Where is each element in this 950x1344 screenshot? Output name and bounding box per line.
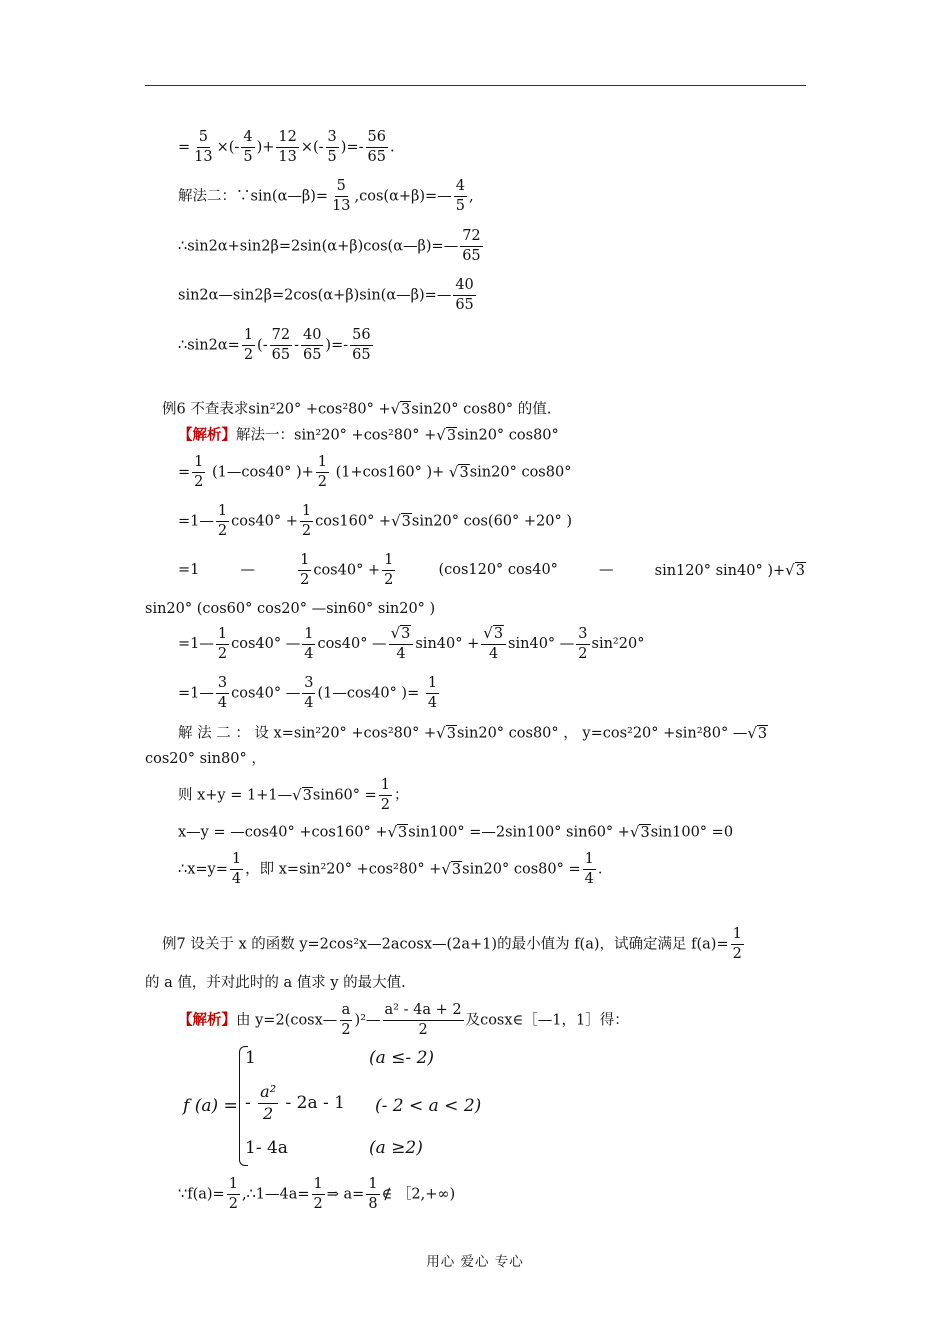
text: 则 x+y = 1+1— xyxy=(178,787,293,804)
solution-line-a3 xyxy=(178,553,806,588)
text: ×(- xyxy=(216,139,240,156)
text: sin120° sin40° )+ xyxy=(654,562,786,579)
text: ∉ ［2,+∞) xyxy=(381,1186,456,1203)
text: =1— xyxy=(178,513,214,530)
function-label: f (a) = xyxy=(183,1096,238,1116)
case-3-value: 1- 4a xyxy=(245,1138,288,1158)
fraction: $\frac{1}{2}$ xyxy=(228,1176,238,1213)
sqrt-3: √3 xyxy=(292,785,312,804)
text: 解 法 二 ： 设 x=sin²20° +cos²80° + xyxy=(178,725,437,742)
fraction: $\frac{72}{65}$ xyxy=(462,228,481,265)
text: (1—cos40° )+ xyxy=(207,464,314,481)
text: sin20° cos80° xyxy=(469,464,572,481)
fraction: $\frac{5}{13}$ xyxy=(332,178,351,215)
text: sin60° = xyxy=(312,787,377,804)
fraction: $\frac{4}{5}$ xyxy=(243,129,253,166)
eq-line-2 xyxy=(178,179,474,214)
solution-2-line-2 xyxy=(178,778,409,813)
text: 由 y=2(cosx— xyxy=(236,1012,338,1029)
text: cos40° + xyxy=(231,513,298,530)
page-footer: 用心 爱心 专心 xyxy=(426,1254,524,1270)
fraction: $\frac{1}{8}$ xyxy=(368,1176,378,1213)
fraction: $\frac{a}{2}$ xyxy=(341,1002,351,1039)
fraction: $\frac{40}{65}$ xyxy=(455,277,474,314)
sqrt-3: √3 xyxy=(436,426,457,444)
text: ,cos(α+β)=— xyxy=(354,188,452,205)
text: ∵f(a)= xyxy=(178,1186,225,1203)
text: )=- xyxy=(325,337,349,354)
text: cos40° — xyxy=(231,685,301,702)
text: sin²20° xyxy=(591,636,645,653)
fraction: $\frac{1}{2}$ xyxy=(194,454,204,491)
analysis-label: 【解析】 xyxy=(178,1012,236,1029)
text: ∴sin2α+sin2β=2sin(α+β)cos(α—β)=— xyxy=(178,238,459,255)
fraction: $\frac{4}{5}$ xyxy=(455,178,465,215)
example-7-title-cont xyxy=(145,976,406,991)
text: )²— xyxy=(354,1012,381,1029)
solution-line-a2 xyxy=(178,504,572,539)
text: =1— xyxy=(178,636,214,653)
analysis-label: 【解析】 xyxy=(178,427,236,444)
text: sin100° =0 xyxy=(650,824,734,841)
text: cos160° + xyxy=(315,513,392,530)
text: . xyxy=(389,139,395,156)
header-rule xyxy=(145,85,806,86)
fraction: $\frac{1}{4}$ xyxy=(231,851,242,888)
conclusion-line xyxy=(178,1177,455,1212)
sqrt-3: √3 xyxy=(436,724,456,742)
solution-2-line-4 xyxy=(178,852,602,887)
sqrt-3: √3 xyxy=(390,400,411,418)
case-1-value: 1 xyxy=(245,1048,256,1068)
text: sin40° + xyxy=(415,636,480,653)
solution-2-line-1 xyxy=(178,726,806,742)
sqrt-3: √3 xyxy=(441,859,462,878)
fraction: $\frac{1}{4}$ xyxy=(427,675,438,712)
fraction: $\frac{72}{65}$ xyxy=(271,327,291,364)
text: 例6 不查表求sin²20° +cos²80° + xyxy=(162,401,391,418)
text: ； xyxy=(394,787,409,804)
text: . xyxy=(597,861,603,878)
text: 例7 设关于 x 的函数 y=2cos²x—2acosx—(2a+1)的最小值为 f(a)，试确定满足 f(a)= xyxy=(162,936,729,953)
text: ,∴1—4a= xyxy=(241,1186,310,1203)
text: , xyxy=(468,188,474,205)
fraction: $\frac{1}{2}$ xyxy=(384,552,394,589)
example-7-title xyxy=(162,927,746,962)
text: sin40° — xyxy=(508,636,575,653)
fraction: $\frac{1}{2}$ xyxy=(300,552,310,589)
text: )+ xyxy=(256,139,275,156)
text: - xyxy=(294,337,299,354)
text: ，即 x=sin²20° +cos²80° + xyxy=(245,861,442,878)
fraction: $\frac{\text{a² - 4a + 2}}{2}$ xyxy=(384,1002,462,1039)
fraction: $\frac{1}{4}$ xyxy=(304,625,314,662)
fraction: $\frac{1}{2}$ xyxy=(217,625,228,662)
case-2-value: - $\frac{\text{a²}}{2}$ - 2a - 1 xyxy=(245,1082,345,1123)
text: 解法一：sin²20° +cos²80° + xyxy=(236,427,437,444)
text: cos40° — xyxy=(231,636,301,653)
text: 解法二：∵sin(α—β)= xyxy=(178,188,329,205)
text: = xyxy=(178,139,191,156)
fraction: $\frac{1}{2}$ xyxy=(243,327,254,364)
fraction: $\frac{1}{2}$ xyxy=(380,777,391,814)
text: =1 xyxy=(178,562,200,579)
fraction: $\frac{5}{13}$ xyxy=(194,129,213,166)
text: sin100° =—2sin100° sin60° + xyxy=(408,824,630,841)
text: ∴sin2α= xyxy=(178,337,240,354)
fraction: $\frac{56}{65}$ xyxy=(367,129,386,166)
fraction: $\frac{3}{4}$ xyxy=(304,675,314,712)
case-1-condition: (a ≤- 2) xyxy=(369,1048,435,1068)
fraction: $\frac{3}{2}$ xyxy=(578,625,588,662)
sqrt-3: √3 xyxy=(629,823,650,841)
fraction: $\frac{3}{4}$ xyxy=(217,675,228,712)
solution-line-a3b xyxy=(145,602,435,617)
text: cos20° sin80° ， xyxy=(145,751,266,767)
text: )=- xyxy=(340,139,364,156)
text: (1+cos160° )+ xyxy=(331,464,449,481)
text: (- xyxy=(257,337,268,354)
fraction: $\frac{1}{2}$ xyxy=(732,926,742,963)
text: sin20° cos80° ， y=cos²20° +sin²80° — xyxy=(456,725,748,742)
text: sin2α—sin2β=2cos(α+β)sin(α—β)=— xyxy=(178,287,452,304)
text: — xyxy=(599,562,614,579)
fraction: $\frac{√3}{4}$ xyxy=(389,626,414,663)
text: = xyxy=(178,464,191,481)
sqrt-3: √3 xyxy=(747,724,768,742)
text: (1—cos40° )= xyxy=(317,685,424,702)
text: =1— xyxy=(178,685,214,702)
text: 及cosx∈［—1，1］得： xyxy=(465,1012,629,1029)
fraction: $\frac{1}{2}$ xyxy=(301,503,312,540)
text: x—y = —cos40° +cos160° + xyxy=(178,824,388,841)
fraction: $\frac{1}{2}$ xyxy=(217,503,228,540)
eq-line-4 xyxy=(178,278,478,313)
solution-line-a1 xyxy=(178,455,571,490)
solution-2-line-1b xyxy=(145,752,266,767)
fraction: $\frac{40}{65}$ xyxy=(302,327,322,364)
fraction: $\frac{56}{65}$ xyxy=(352,327,371,364)
fraction: $\frac{1}{2}$ xyxy=(317,454,328,491)
fraction: $\frac{√3}{4}$ xyxy=(481,626,506,663)
text: cos40° — xyxy=(317,636,387,653)
example-7-analysis xyxy=(178,1003,629,1038)
example-6-title xyxy=(162,402,551,418)
fraction: $\frac{3}{5}$ xyxy=(327,129,337,166)
fraction: $\frac{1}{4}$ xyxy=(584,851,594,888)
eq-line-5 xyxy=(178,328,375,363)
text: — xyxy=(240,562,255,579)
solution-2-line-3 xyxy=(178,825,733,841)
case-2-condition: (- 2 < a < 2) xyxy=(375,1096,482,1116)
solution-line-a5 xyxy=(178,676,441,711)
text: ×(- xyxy=(300,139,324,156)
text: sin20° cos(60° +20° ) xyxy=(411,513,572,530)
eq-line-3 xyxy=(178,229,485,264)
case-3-condition: (a ≥2) xyxy=(369,1138,423,1158)
sqrt-3: √3 xyxy=(387,823,408,841)
text: ∴x=y= xyxy=(178,861,228,878)
sqrt-3: √3 xyxy=(448,462,469,481)
text: sin20° (cos60° cos20° —sin60° sin20° ) xyxy=(145,601,436,617)
text: sin20° cos80° = xyxy=(462,861,581,878)
text: sin20° cos80° 的值. xyxy=(411,401,552,418)
text: cos40° + xyxy=(313,562,381,579)
text: sin20° cos80° xyxy=(457,427,559,444)
solution-line-a4 xyxy=(178,626,644,663)
fraction: $\frac{1}{2}$ xyxy=(313,1176,323,1213)
text: ⇒ a= xyxy=(326,1186,365,1203)
text: 的 a 值，并对此时的 a 值求 y 的最大值. xyxy=(145,975,406,991)
sqrt-3: √3 xyxy=(785,560,805,579)
solution-1-header xyxy=(178,428,559,444)
sqrt-3: √3 xyxy=(391,511,411,530)
fraction: $\frac{12}{13}$ xyxy=(278,129,297,166)
text: (cos120° cos40° xyxy=(438,562,558,579)
eq-line-1 xyxy=(178,130,395,165)
